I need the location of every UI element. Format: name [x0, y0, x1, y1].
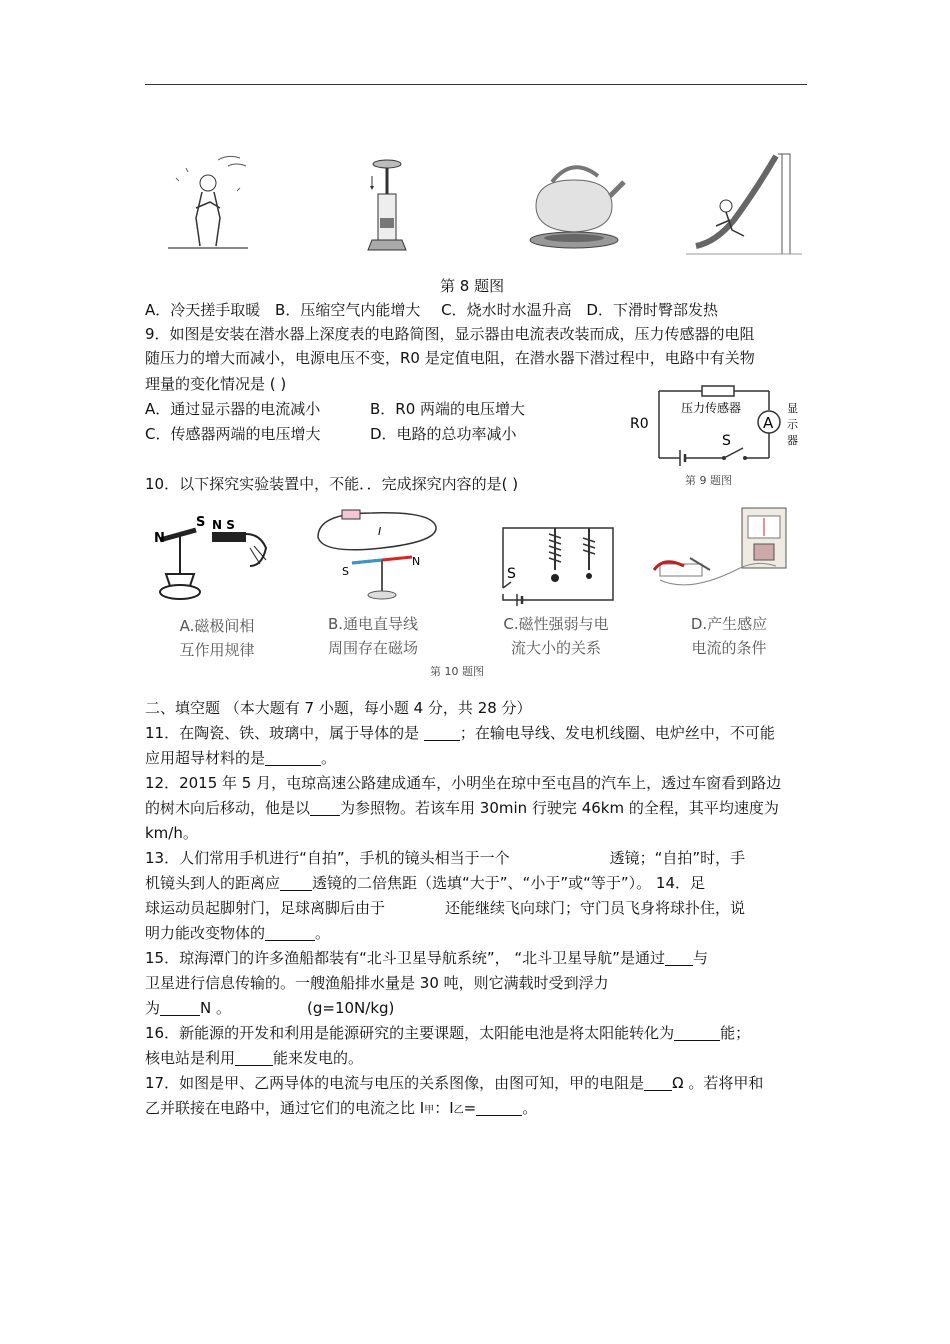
- q9-r0-label: R0: [630, 416, 649, 432]
- q10-figure-b-wire: [312, 505, 440, 605]
- q15-text-b: 与: [692, 949, 708, 967]
- q10-label-b-1: B.通电直导线: [327, 615, 419, 633]
- q16-text-b: 能；: [720, 1024, 751, 1042]
- q17-sub-jia: 甲: [424, 1105, 435, 1116]
- q13-blank-2[interactable]: [280, 875, 312, 891]
- q15-text-d: 为: [145, 999, 161, 1017]
- q14-line-2: [145, 922, 810, 944]
- q16-text-a: 16．新能源的开发和利用是能源研究的主要课题，太阳能电池是将太阳能转化为: [145, 1024, 675, 1042]
- q16-blank-1[interactable]: [674, 1025, 720, 1041]
- q10-label-a-2: 互作用规律: [179, 641, 255, 659]
- q9-display-label-2: 示: [787, 418, 798, 431]
- q9-option-a: A．通过显示器的电流减小: [145, 400, 321, 418]
- q11-text-d: 。: [321, 749, 337, 767]
- q8-option-b: B．压缩空气内能增大: [275, 301, 421, 319]
- q12-line-2: [145, 797, 810, 819]
- q10a-ns-label: N S: [212, 518, 235, 532]
- q8-option-d: D．下滑时臀部发热: [586, 301, 718, 319]
- q10-label-d-1: D.产生感应: [690, 615, 768, 633]
- q15-text-f: (g=10N/kg): [307, 999, 395, 1017]
- q15-blank-2[interactable]: [160, 1000, 200, 1016]
- q11-line-1: [145, 722, 810, 744]
- q11-text-c: 应用超导材料的是: [145, 749, 266, 767]
- q12-line-3: km/h。: [145, 824, 198, 842]
- q17-text-b: Ω 。若将甲和: [672, 1074, 764, 1092]
- q16-line-2: [145, 1047, 810, 1069]
- q10-label-a-1: A.磁极间相: [179, 617, 255, 635]
- q10-stem: 10．以下探究实验装置中，不能．．完成探究内容的是( ): [145, 475, 519, 493]
- q10c-s-label: S: [507, 566, 516, 582]
- q9-display-label-1: 显: [787, 402, 798, 415]
- q9-line-2: 随压力的增大而减小，电源电压不变，R0 是定值电阻，在潜水器下潜过程中，电路中有关物: [145, 349, 755, 367]
- q16-text-d: 能来发电的。: [273, 1049, 364, 1067]
- q14-text-f: 还能继续飞向球门；守门员飞身将球扑住，说: [445, 899, 746, 917]
- q9-display-label-3: 器: [787, 434, 798, 447]
- q17-text-e: ：I: [434, 1099, 454, 1117]
- q10a-n-label: N: [154, 531, 165, 546]
- q17-text-c: 乙并联接在电路中，通过它们的电流之比 I: [145, 1099, 425, 1117]
- q8-figure-hands: [158, 148, 256, 256]
- q10-figure-c-electromagnet: [495, 518, 617, 608]
- q11-line-2: [145, 747, 810, 769]
- q10a-s-label: S: [196, 515, 206, 530]
- q13-text-d: 透镜的二倍焦距（选填“大于”、“小于”或“等于”）。 14．足: [312, 874, 705, 892]
- q14-line-1: [145, 897, 810, 919]
- q17-blank-1[interactable]: [644, 1075, 672, 1091]
- q12-text-c: 为参照物。若该车用 30min 行驶完 46km 的全程，其平均速度为: [340, 799, 779, 817]
- q13-line-2: [145, 872, 810, 894]
- q11-text-a: 11．在陶瓷、铁、玻璃中，属于导体的是: [145, 724, 424, 742]
- q17-text-g: =: [463, 1099, 477, 1117]
- q14-text-h: 。: [315, 924, 331, 942]
- q10-label-c-2: 流大小的关系: [510, 639, 601, 657]
- q10b-s-label: S: [342, 565, 349, 578]
- q9-switch-label: S: [722, 433, 731, 449]
- q15-text-e: N 。: [200, 999, 232, 1017]
- q10-label-d-2: 电流的条件: [691, 639, 767, 657]
- q15-line-2: 卫星进行信息传输的。一艘渔船排水量是 30 吨，则它满载时受到浮力: [145, 974, 609, 992]
- q9-line-1: 9．如图是安装在潜水器上深度表的电路简图，显示器由电流表改装而成，压力传感器的电阻: [145, 325, 755, 343]
- q10b-i-label: I: [378, 525, 382, 538]
- q13-text-a: 13．人们常用手机进行“自拍”，手机的镜头相当于一个: [145, 849, 510, 867]
- q17-line-1: [145, 1072, 810, 1094]
- q17-text-h: 。: [522, 1099, 538, 1117]
- q8-option-c: C．烧水时水温升高: [441, 301, 572, 319]
- q10-label-b: [308, 612, 438, 660]
- q10-label-d: [664, 612, 794, 660]
- q10b-n-label: N: [412, 555, 421, 568]
- q8-figure-slide: [686, 150, 802, 258]
- q10-label-b-2: 周围存在磁场: [327, 639, 418, 657]
- q9-sensor-label: 压力传感器: [681, 401, 742, 415]
- q9-option-b: B．R0 两端的电压增大: [370, 400, 526, 418]
- section-2-heading: 二、填空题 （本大题有 7 小题，每小题 4 分，共 28 分）: [145, 699, 532, 717]
- q8-figure-kettle: [522, 152, 626, 256]
- header-rule: [145, 84, 807, 85]
- q9-line-3: 理量的变化情况是 ( ): [145, 375, 287, 393]
- q10-label-a: [152, 614, 282, 662]
- q10-figure-a-magnets: [152, 512, 272, 610]
- q12-text-b: 的树木向后移动，他是以: [145, 799, 311, 817]
- q13-text-c: 机镜头到人的距离应: [145, 874, 281, 892]
- q14-text-g: 明力能改变物体的: [145, 924, 266, 942]
- q9-option-d: D．电路的总功率减小: [370, 425, 517, 443]
- q13-line-1: [145, 847, 810, 869]
- q17-line-2: [145, 1097, 810, 1122]
- q16-blank-2[interactable]: [235, 1050, 273, 1066]
- q9-caption: 第 9 题图: [685, 474, 732, 487]
- q8-options: [145, 299, 810, 321]
- q17-sub-yi: 乙: [453, 1105, 464, 1116]
- q13-text-b: 透镜；“自拍”时，手: [609, 849, 746, 867]
- q14-blank-2[interactable]: [265, 925, 315, 941]
- q16-text-c: 核电站是利用: [145, 1049, 236, 1067]
- q15-line-1: [145, 947, 810, 969]
- q15-text-a: 15．琼海潭门的许多渔船都装有“北斗卫星导航系统”， “北斗卫星导航”是通过: [145, 949, 665, 967]
- q8-option-a: A．冷天搓手取暖: [145, 301, 261, 319]
- q12-blank-1[interactable]: [310, 800, 340, 816]
- q17-text-a: 17．如图是甲、乙两导体的电流与电压的关系图像，由图可知，甲的电阻是: [145, 1074, 645, 1092]
- q11-blank-2[interactable]: [265, 750, 321, 766]
- q9-meter-label: A: [763, 414, 774, 432]
- q11-blank-1[interactable]: [424, 725, 460, 741]
- q11-text-b: ；在输电导线、发电机线圈、电炉丝中，不可能: [459, 724, 775, 742]
- q10-label-c-1: C.磁性强弱与电: [503, 615, 609, 633]
- q10-label-c: [488, 612, 624, 660]
- q15-line-3: [145, 997, 810, 1019]
- q17-blank-2[interactable]: [476, 1100, 522, 1116]
- q10-caption: 第 10 题图: [430, 665, 484, 678]
- q14-text-e: 球运动员起脚射门，足球离脚后由于: [145, 899, 386, 917]
- q9-option-c: C．传感器两端的电压增大: [145, 425, 321, 443]
- q8-figure-air-pump: [364, 158, 410, 254]
- q16-line-1: [145, 1022, 810, 1044]
- q12-line-1: 12．2015 年 5 月，屯琼高速公路建成通车，小明坐在琼中至屯昌的汽车上，透过车窗看到路边: [145, 774, 782, 792]
- q8-caption: 第 8 题图: [440, 277, 505, 295]
- q15-blank-1[interactable]: [665, 950, 693, 966]
- q10-figure-d-galvanometer: [648, 504, 798, 604]
